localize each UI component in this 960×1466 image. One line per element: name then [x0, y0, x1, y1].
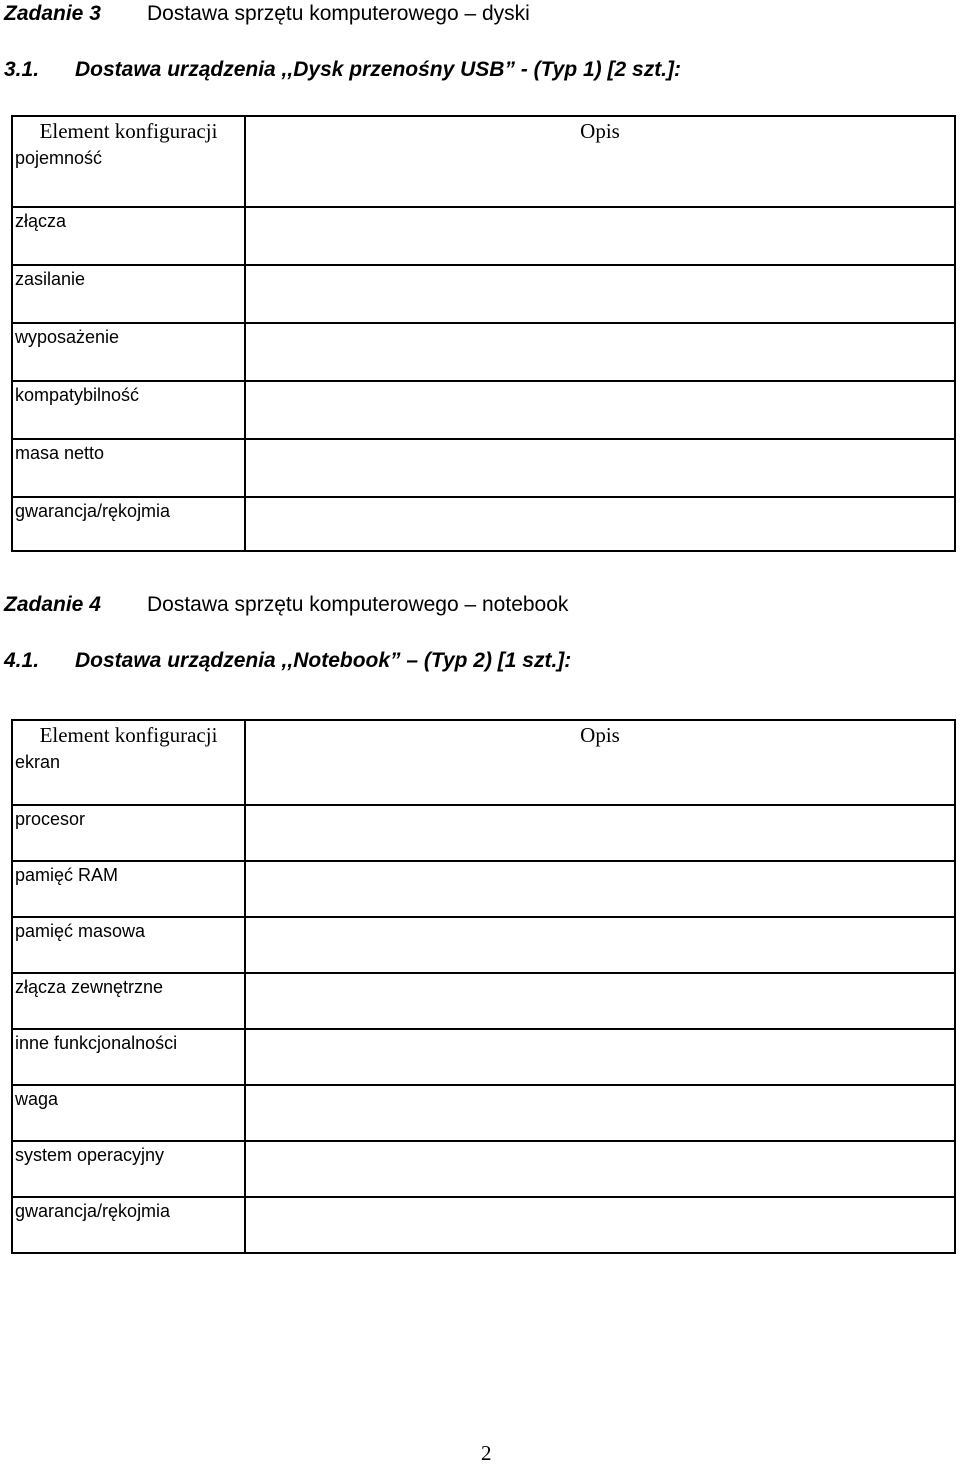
page-number: 2 [481, 1441, 492, 1465]
column-header-opis: Opis [245, 720, 955, 749]
description-cell[interactable] [245, 1141, 955, 1197]
task4-title: Dostawa sprzętu komputerowego – notebook [147, 593, 569, 616]
description-cell[interactable] [245, 1085, 955, 1141]
description-cell[interactable] [245, 323, 955, 381]
table-row [12, 1029, 955, 1085]
description-cell[interactable] [245, 805, 955, 861]
column-header-element: Element konfiguracji [12, 720, 245, 749]
table-row [12, 1085, 955, 1141]
description-cell[interactable] [245, 145, 955, 207]
description-cell[interactable] [245, 973, 955, 1029]
row-label: pojemność [12, 145, 245, 207]
row-label: system operacyjny [12, 1141, 245, 1197]
column-header-element: Element konfiguracji [12, 116, 245, 145]
usb-drive-spec-table [11, 115, 956, 552]
section-3-1-title: Dostawa urządzenia ,,Dysk przenośny USB” - (Typ 1) [2 szt.]: [75, 58, 682, 81]
description-cell[interactable] [245, 1197, 955, 1253]
row-label: waga [12, 1085, 245, 1141]
row-label: gwarancja/rękojmia [12, 497, 245, 551]
description-cell[interactable] [245, 439, 955, 497]
row-label: ekran [12, 749, 245, 805]
description-cell[interactable] [245, 861, 955, 917]
row-label: złącza zewnętrzne [12, 973, 245, 1029]
row-label: gwarancja/rękojmia [12, 1197, 245, 1253]
task3-label: Zadanie 3 [4, 2, 101, 25]
row-label: inne funkcjonalności [12, 1029, 245, 1085]
row-label: zasilanie [12, 265, 245, 323]
row-label: kompatybilność [12, 381, 245, 439]
row-label: procesor [12, 805, 245, 861]
description-cell[interactable] [245, 749, 955, 805]
row-label: pamięć masowa [12, 917, 245, 973]
section-3-1-number: 3.1. [4, 58, 40, 81]
description-cell[interactable] [245, 265, 955, 323]
table-row [12, 207, 955, 265]
table-row [12, 973, 955, 1029]
table-row [12, 497, 955, 551]
table-row [12, 805, 955, 861]
description-cell[interactable] [245, 381, 955, 439]
description-cell[interactable] [245, 497, 955, 551]
table-row [12, 381, 955, 439]
table-row [12, 917, 955, 973]
description-cell[interactable] [245, 1029, 955, 1085]
section-4-1-number: 4.1. [4, 649, 40, 672]
table-row [12, 265, 955, 323]
row-label: pamięć RAM [12, 861, 245, 917]
table-row [12, 861, 955, 917]
table-row [12, 439, 955, 497]
table-row [12, 1141, 955, 1197]
section-4-1-title: Dostawa urządzenia ,,Notebook” – (Typ 2) [1 szt.]: [75, 649, 572, 672]
column-header-opis: Opis [245, 116, 955, 145]
table-row [12, 749, 955, 805]
description-cell[interactable] [245, 917, 955, 973]
description-cell[interactable] [245, 207, 955, 265]
table-row [12, 1197, 955, 1253]
row-label: wyposażenie [12, 323, 245, 381]
table-row [12, 323, 955, 381]
table-row [12, 145, 955, 207]
row-label: masa netto [12, 439, 245, 497]
notebook-spec-table [11, 719, 956, 1254]
task4-label: Zadanie 4 [4, 593, 101, 616]
row-label: złącza [12, 207, 245, 265]
task3-title: Dostawa sprzętu komputerowego – dyski [147, 2, 530, 25]
